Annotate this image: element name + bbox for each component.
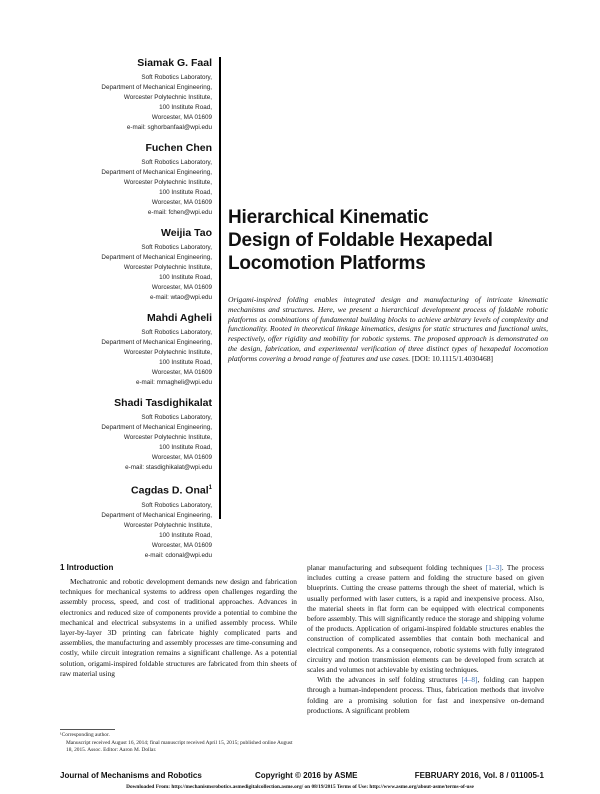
issue-info: FEBRUARY 2016, Vol. 8 / 011005-1 bbox=[414, 771, 544, 780]
author-institute: Worcester Polytechnic Institute, bbox=[123, 434, 212, 441]
author-department: Department of Mechanical Engineering, bbox=[101, 511, 212, 519]
author-name: Siamak G. Faal bbox=[137, 57, 212, 69]
author-block bbox=[60, 397, 212, 473]
author-city: Worcester, MA 01609 bbox=[151, 454, 212, 461]
author-institute: Worcester Polytechnic Institute, bbox=[123, 179, 212, 186]
author-institute: Worcester Polytechnic Institute, bbox=[123, 521, 212, 529]
doi: [DOI: 10.1115/1.4030468] bbox=[412, 353, 494, 363]
author-block bbox=[60, 312, 212, 388]
author-block bbox=[60, 142, 212, 218]
author-affiliation: Soft Robotics Laboratory, bbox=[141, 159, 212, 166]
author-institute: Worcester Polytechnic Institute, bbox=[123, 264, 212, 271]
author-email: e-mail: wtao@wpi.edu bbox=[149, 294, 212, 301]
author-institute: Worcester Polytechnic Institute, bbox=[123, 349, 212, 356]
author-institute: Worcester Polytechnic Institute, bbox=[123, 94, 212, 101]
footnote-manuscript: Manuscript received August 16, 2014; final manuscript received April 15, 2015; published online August 18, 2015. Assoc. Editor: Aaron M. Dollar. bbox=[66, 739, 293, 753]
author-list bbox=[60, 57, 212, 570]
paragraph: planar manufacturing and subsequent folding techniques [1–3]. The process includes cutting a crease pattern and folding the structure based on given blueprints. Cutting the crease patterns through the sheet of material, which is usually performed with laser cutters, is a rapid and inexpensive process. Also, the material sheets in flat form can be equipped with electrical components before assembly. This will significantly reduce the storage and shipping volume of the products. Application of origami-inspired foldable structures enables the construction of complicated assemblies that contain both mechanical and electrical components. As a consequence, robotic systems with fully integrated circuitry and motion transmission elements can be developed from scratch at scales and volumes not achievable by existing techniques. bbox=[307, 563, 544, 675]
author-email: e-mail: cdonal@wpi.edu bbox=[144, 551, 212, 559]
author-city: Worcester, MA 01609 bbox=[151, 199, 212, 206]
citation-link[interactable]: [4–8] bbox=[461, 675, 478, 685]
title-line: Hierarchical Kinematic bbox=[228, 207, 429, 228]
author-name: Weijia Tao bbox=[161, 227, 212, 239]
paragraph: With the advances in self folding structures [4–8], folding can happen through a human-independent process. Thus, fabrication methods that involve folding are a promising solution for fast and inexpensive on-demand productions. A significant problem bbox=[307, 675, 545, 715]
author-email: e-mail: stasdighikalat@wpi.edu bbox=[125, 464, 212, 471]
author-block bbox=[60, 482, 212, 561]
footnote bbox=[60, 732, 297, 755]
author-email: e-mail: mmagheli@wpi.edu bbox=[135, 379, 212, 386]
author-street: 100 Institute Road, bbox=[159, 189, 212, 196]
body-column-right bbox=[307, 563, 544, 716]
author-block bbox=[60, 57, 212, 133]
author-affiliation: Soft Robotics Laboratory, bbox=[141, 501, 212, 509]
author-affiliation: Soft Robotics Laboratory, bbox=[141, 414, 212, 421]
author-affiliation: Soft Robotics Laboratory, bbox=[141, 329, 212, 336]
author-block bbox=[60, 227, 212, 303]
author-street: 100 Institute Road, bbox=[159, 274, 212, 281]
author-name: Cagdas D. Onal$^1$ bbox=[131, 484, 212, 497]
journal-name: Journal of Mechanisms and Robotics bbox=[60, 771, 202, 780]
paper-title bbox=[228, 206, 558, 275]
author-city: Worcester, MA 01609 bbox=[151, 369, 212, 376]
paragraph: Mechatronic and robotic development demands new design and fabrication techniques for mechanical systems to address open challenges regarding the assembly process, speed, and cost of traditional approaches. Advances in electronics and reduced size of components provide a potential to combine the mechanical and electrical subsystems in a unified assembly process. While layer-by-layer 3D printing can fabricate highly complicated parts and assemblies, the manufacturing and assembly processes are time-consuming and costly, while circuit integration remains a significant challenge. As a potential solution, origami-inspired foldable structures are fabricated from thin sheets of raw material using bbox=[60, 577, 297, 678]
abstract-text: Origami-inspired folding enables integrated design and manufacturing of intricate kinematic mechanisms and structures. Here, we present a hierarchical development process of foldable robotic platforms as combinations of fundamental building blocks to achieve arbitrary levels of complexity and functionality. Rooted in theoretical linkage kinematics, designs for static structures and functional units, respectively, offer rigidity and mobility for robotic systems. The proposed approach is demonstrated on the design, fabrication, and experimental verification of three distinct types of hexapedal locomotion platforms covering a broad range of features and use cases. bbox=[228, 295, 548, 363]
author-name: Shadi Tasdighikalat bbox=[114, 397, 212, 409]
footnote-divider bbox=[60, 729, 115, 730]
abstract bbox=[228, 295, 548, 364]
copyright: Copyright © 2016 by ASME bbox=[255, 771, 358, 780]
author-city: Worcester, MA 01609 bbox=[151, 114, 212, 121]
title-line: Design of Foldable Hexapedal bbox=[228, 230, 493, 251]
author-city: Worcester, MA 01609 bbox=[151, 284, 212, 291]
author-street: 100 Institute Road, bbox=[159, 104, 212, 111]
author-street: 100 Institute Road, bbox=[159, 359, 212, 366]
author-department: Department of Mechanical Engineering, bbox=[101, 169, 212, 176]
author-email: e-mail: sghorbanfaal@wpi.edu bbox=[126, 124, 212, 131]
author-email: e-mail: fchen@wpi.edu bbox=[147, 209, 212, 216]
author-department: Department of Mechanical Engineering, bbox=[101, 424, 212, 431]
section-heading: 1 Introduction bbox=[60, 563, 114, 572]
author-name: Fuchen Chen bbox=[145, 142, 212, 154]
author-department: Department of Mechanical Engineering, bbox=[101, 339, 212, 346]
title-line: Locomotion Platforms bbox=[228, 253, 426, 274]
author-affiliation: Soft Robotics Laboratory, bbox=[141, 244, 212, 251]
author-street: 100 Institute Road, bbox=[159, 531, 212, 539]
author-street: 100 Institute Road, bbox=[159, 444, 212, 451]
author-department: Department of Mechanical Engineering, bbox=[101, 84, 212, 91]
corresponding-author-mark: 1 bbox=[208, 485, 212, 491]
author-department: Department of Mechanical Engineering, bbox=[101, 254, 212, 261]
body-column-left bbox=[60, 577, 297, 679]
author-affiliation: Soft Robotics Laboratory, bbox=[141, 74, 212, 81]
author-name: Mahdi Agheli bbox=[147, 312, 212, 324]
citation-link[interactable]: [1–3] bbox=[485, 563, 502, 572]
download-notice: Downloaded From: http://mechanismsrobotics.asmedigitalcollection.asme.org/ on 08/19/2015 Terms of Use: http://www.asme.org/about-asme/terms-of-use bbox=[126, 784, 474, 790]
vertical-divider bbox=[219, 57, 221, 519]
author-city: Worcester, MA 01609 bbox=[151, 541, 212, 549]
footnote-corresponding: ¹Corresponding author. bbox=[60, 732, 110, 738]
